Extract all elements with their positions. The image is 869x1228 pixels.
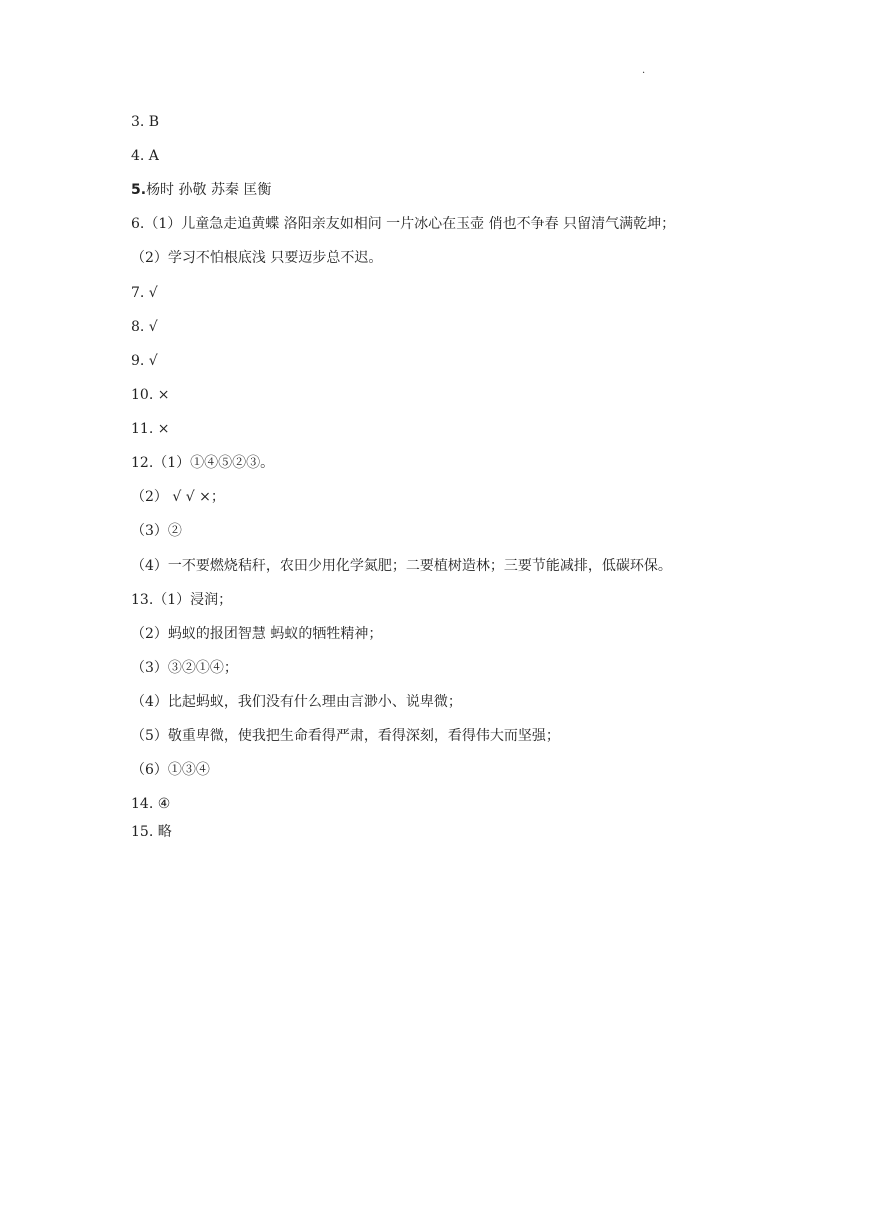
- answer-line: （2）学习不怕根底浅 只要迈步总不迟。: [131, 250, 383, 266]
- answer-line: 4. A: [131, 148, 159, 164]
- answer-line: 6.（1）儿童急走追黄蝶 洛阳亲友如相问 一片冰心在玉壶 俏也不争春 只留清气满乾坤；: [131, 216, 676, 232]
- answer-line: （4）一不要燃烧秸秆，农田少用化学氮肥；二要植树造林；三要节能减排，低碳环保。: [131, 558, 672, 574]
- answer-line: 12.（1）①④⑤②③。: [131, 455, 275, 471]
- answer-line: （6）①③④: [131, 762, 210, 778]
- answer-line: 11. ×: [131, 421, 170, 437]
- answer-line: （5）敬重卑微，使我把生命看得严肃，看得深刻，看得伟大而坚强；: [131, 728, 560, 744]
- answer-line: 3. B: [131, 114, 160, 130]
- answer-line: （2） √ √ ×；: [131, 489, 225, 505]
- answer-line: （3）③②①④；: [131, 660, 238, 676]
- answer-number: 5.: [131, 182, 147, 198]
- answer-line: 9. √: [131, 353, 158, 369]
- answer-line: 8. √: [131, 319, 158, 335]
- answer-line: （3）②: [131, 523, 182, 539]
- answer-line: （4）比起蚂蚁，我们没有什么理由言渺小、说卑微；: [131, 694, 462, 710]
- answer-line: 10. ×: [131, 387, 170, 403]
- answer-line: 5.杨时 孙敬 苏秦 匡衡: [131, 182, 272, 198]
- answer-line: 13.（1）浸润；: [131, 592, 233, 608]
- answer-line: 7. √: [131, 285, 158, 301]
- answer-line: （2）蚂蚁的报团智慧 蚂蚁的牺牲精神；: [131, 626, 383, 642]
- answer-line: 15. 略: [131, 824, 172, 840]
- answer-line: 14. ④: [131, 796, 171, 812]
- header-dot-mark: .: [642, 65, 646, 76]
